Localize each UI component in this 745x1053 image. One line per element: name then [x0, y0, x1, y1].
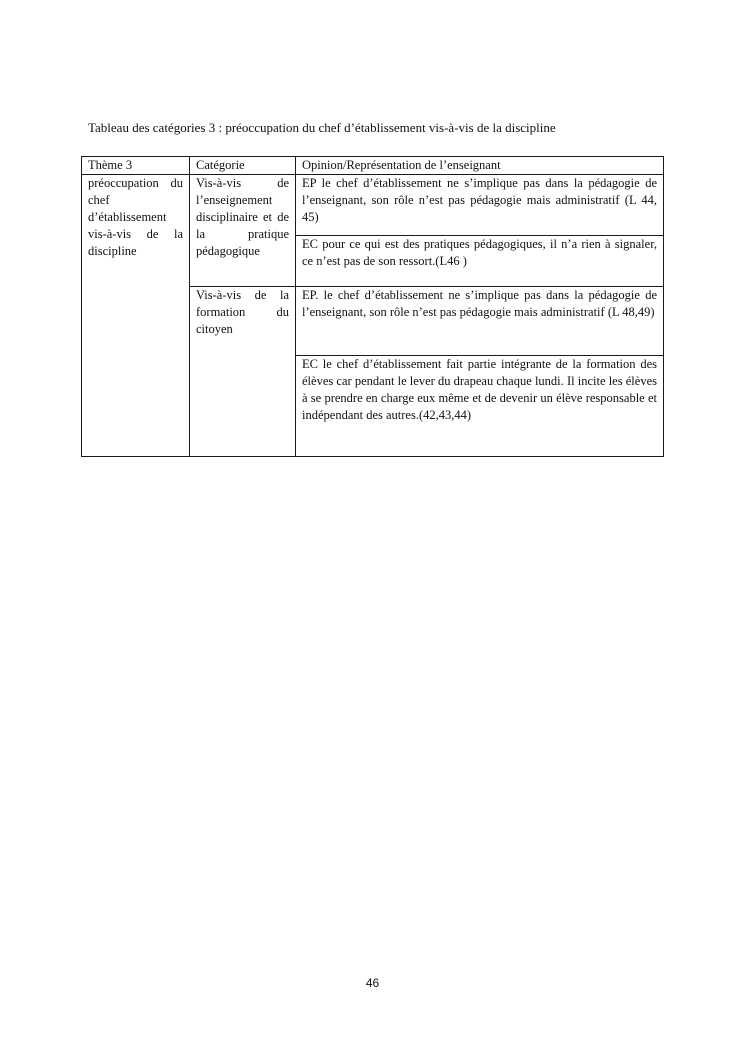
- header-categorie: Catégorie: [190, 157, 296, 175]
- theme-cell: préoccupation du chef d’établissement vis-à-vis de la discipline: [82, 175, 190, 457]
- header-opinion: Opinion/Représentation de l’enseignant: [296, 157, 664, 175]
- header-theme: Thème 3: [82, 157, 190, 175]
- opinion-cell: EP. le chef d’établissement ne s’implique pas dans la pédagogie de l’enseignant, son rôle n’est pas pédagogie mais administratif (L 48,49): [296, 287, 664, 356]
- categories-table: [81, 156, 664, 457]
- category-cell: Vis-à-vis de l’enseignement disciplinaire et de la pratique pédagogique: [190, 175, 296, 287]
- category-cell: Vis-à-vis de la formation du citoyen: [190, 287, 296, 457]
- opinion-cell: EP le chef d’établissement ne s’implique pas dans la pédagogie de l’enseignant, son rôle n’est pas pédagogie mais administratif (L 44, 45): [296, 175, 664, 236]
- table-caption: Tableau des catégories 3 : préoccupation du chef d’établissement vis-à-vis de la discipline: [88, 120, 556, 135]
- table-header-row: [82, 157, 664, 175]
- page-number: 46: [365, 976, 380, 990]
- opinion-cell: EC le chef d’établissement fait partie intégrante de la formation des élèves car pendant le lever du drapeau chaque lundi. Il incite les élèves à se prendre en charge eux même et de devenir un élève responsable et indépendant des autres.(42,43,44): [296, 356, 664, 457]
- table-row: [82, 175, 664, 236]
- opinion-cell: EC pour ce qui est des pratiques pédagogiques, il n’a rien à signaler, ce n’est pas de son ressort.(L46 ): [296, 236, 664, 287]
